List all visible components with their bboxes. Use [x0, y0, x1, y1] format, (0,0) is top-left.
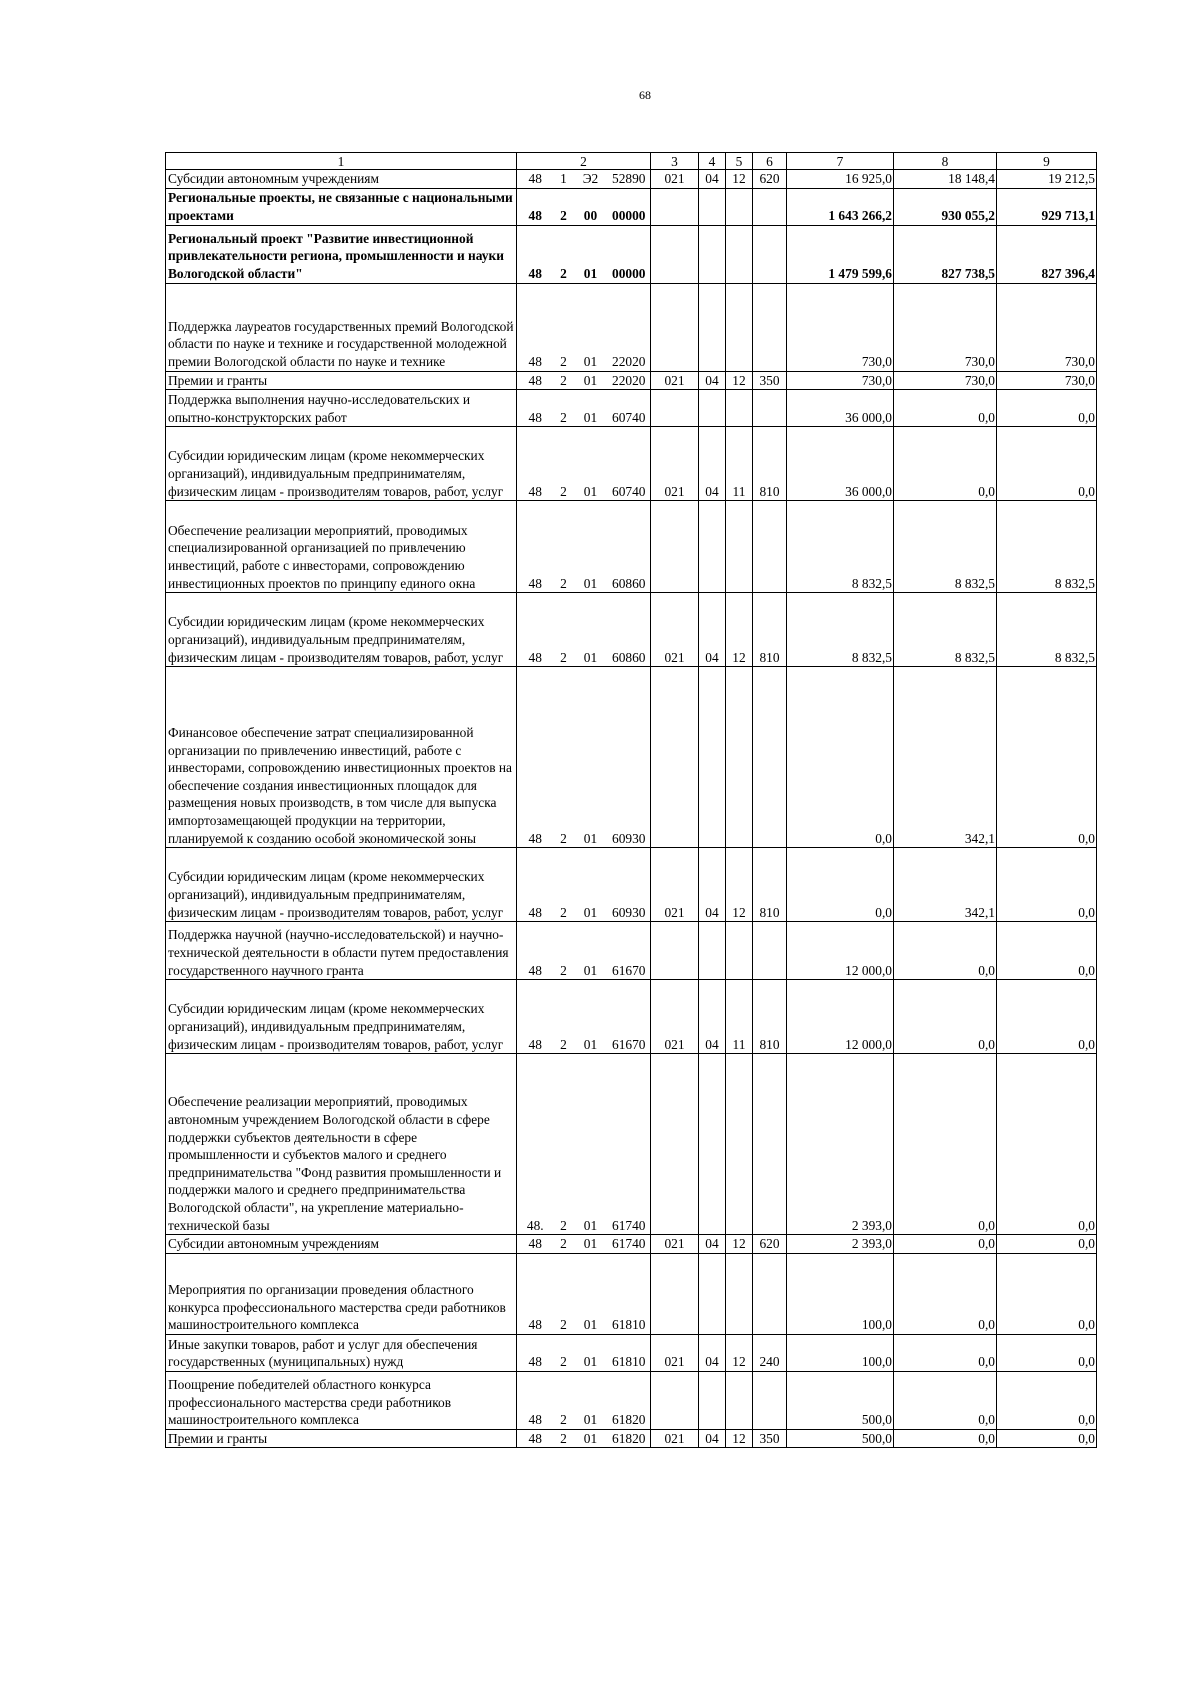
amount-col-7: 2 393,0 [787, 1054, 894, 1235]
admin-code: 48 [517, 225, 554, 283]
admin-code: 48 [517, 371, 554, 390]
expense-type-code: 620 [753, 170, 787, 189]
expense-type-code [753, 667, 787, 848]
header-col-3: 3 [651, 153, 699, 170]
amount-col-8: 8 832,5 [894, 593, 997, 667]
program-code: 1 [554, 170, 574, 189]
subprogram-code: 01 [574, 1054, 608, 1235]
department-code: 021 [651, 593, 699, 667]
subprogram-code: 01 [574, 225, 608, 283]
expense-type-code [753, 1253, 787, 1334]
amount-col-7: 8 832,5 [787, 593, 894, 667]
name-cell: Субсидии юридическим лицам (кроме некоммерческих организаций), индивидуальным предпринимателям, физическим лицам - производителям товаров, работ, услуг [166, 848, 517, 922]
admin-code: 48 [517, 667, 554, 848]
name-cell: Субсидии юридическим лицам (кроме некоммерческих организаций), индивидуальным предпринимателям, физическим лицам - производителям товаров, работ, услуг [166, 427, 517, 501]
expense-type-code: 350 [753, 371, 787, 390]
program-code: 2 [554, 667, 574, 848]
subsection-code: 12 [726, 1334, 753, 1371]
direction-code: 61810 [608, 1253, 651, 1334]
department-code [651, 1371, 699, 1429]
amount-col-9: 19 212,5 [997, 170, 1097, 189]
expense-type-code [753, 225, 787, 283]
amount-col-9: 8 832,5 [997, 501, 1097, 593]
amount-col-7: 1 479 599,6 [787, 225, 894, 283]
amount-col-9: 0,0 [997, 1371, 1097, 1429]
amount-col-7: 100,0 [787, 1253, 894, 1334]
subsection-code [726, 501, 753, 593]
admin-code: 48 [517, 922, 554, 980]
amount-col-8: 827 738,5 [894, 225, 997, 283]
program-code: 2 [554, 225, 574, 283]
subsection-code [726, 1054, 753, 1235]
amount-col-9: 0,0 [997, 390, 1097, 427]
amount-col-8: 0,0 [894, 427, 997, 501]
direction-code: 22020 [608, 371, 651, 390]
expense-type-code: 240 [753, 1334, 787, 1371]
amount-col-7: 100,0 [787, 1334, 894, 1371]
amount-col-7: 16 925,0 [787, 170, 894, 189]
header-col-9: 9 [997, 153, 1097, 170]
header-col-5: 5 [726, 153, 753, 170]
name-cell: Субсидии автономным учреждениям [166, 170, 517, 189]
amount-col-7: 730,0 [787, 283, 894, 371]
expense-type-code [753, 1371, 787, 1429]
amount-col-9: 0,0 [997, 1429, 1097, 1448]
admin-code: 48 [517, 1253, 554, 1334]
name-cell: Премии и гранты [166, 371, 517, 390]
admin-code: 48 [517, 390, 554, 427]
section-code: 04 [699, 170, 726, 189]
amount-col-8: 730,0 [894, 371, 997, 390]
department-code [651, 667, 699, 848]
subprogram-code: 01 [574, 1334, 608, 1371]
amount-col-7: 2 393,0 [787, 1235, 894, 1254]
amount-col-9: 0,0 [997, 427, 1097, 501]
header-col-4: 4 [699, 153, 726, 170]
amount-col-8: 0,0 [894, 1429, 997, 1448]
amount-col-8: 730,0 [894, 283, 997, 371]
amount-col-9: 0,0 [997, 848, 1097, 922]
direction-code: 60860 [608, 501, 651, 593]
amount-col-7: 0,0 [787, 848, 894, 922]
section-code: 04 [699, 1334, 726, 1371]
subprogram-code: 01 [574, 980, 608, 1054]
expense-type-code: 810 [753, 593, 787, 667]
program-code: 2 [554, 427, 574, 501]
program-code: 2 [554, 1054, 574, 1235]
subprogram-code: 01 [574, 922, 608, 980]
subprogram-code: 01 [574, 593, 608, 667]
amount-col-8: 930 055,2 [894, 188, 997, 225]
table-row [166, 980, 1097, 1054]
name-cell: Обеспечение реализации мероприятий, проводимых специализированной организацией по привлечению инвестиций, работе с инвесторами, сопровождению инвестиционных проектов по принципу единого окна [166, 501, 517, 593]
subprogram-code: 01 [574, 1253, 608, 1334]
expense-type-code [753, 1054, 787, 1235]
table-row [166, 283, 1097, 371]
section-code [699, 1054, 726, 1235]
amount-col-7: 36 000,0 [787, 427, 894, 501]
amount-col-8: 18 148,4 [894, 170, 997, 189]
direction-code: 22020 [608, 283, 651, 371]
direction-code: 60930 [608, 667, 651, 848]
department-code: 021 [651, 980, 699, 1054]
section-code [699, 390, 726, 427]
name-cell: Поощрение победителей областного конкурса профессионального мастерства среди работников машиностроительного комплекса [166, 1371, 517, 1429]
department-code: 021 [651, 848, 699, 922]
table-row [166, 371, 1097, 390]
amount-col-8: 0,0 [894, 922, 997, 980]
amount-col-9: 0,0 [997, 922, 1097, 980]
subsection-code [726, 283, 753, 371]
department-code: 021 [651, 1429, 699, 1448]
name-cell: Иные закупки товаров, работ и услуг для обеспечения государственных (муниципальных) нужд [166, 1334, 517, 1371]
subprogram-code: 01 [574, 1429, 608, 1448]
table-body [166, 153, 1097, 1448]
subprogram-code: 01 [574, 390, 608, 427]
amount-col-9: 730,0 [997, 371, 1097, 390]
program-code: 2 [554, 390, 574, 427]
subsection-code [726, 1253, 753, 1334]
amount-col-9: 0,0 [997, 1054, 1097, 1235]
subsection-code: 11 [726, 980, 753, 1054]
name-cell: Поддержка выполнения научно-исследовательских и опытно-конструкторских работ [166, 390, 517, 427]
section-code: 04 [699, 1429, 726, 1448]
table-row [166, 427, 1097, 501]
amount-col-8: 0,0 [894, 1371, 997, 1429]
table-row [166, 170, 1097, 189]
subsection-code [726, 667, 753, 848]
direction-code: 61820 [608, 1371, 651, 1429]
name-cell: Субсидии юридическим лицам (кроме некоммерческих организаций), индивидуальным предпринимателям, физическим лицам - производителям товаров, работ, услуг [166, 593, 517, 667]
expense-type-code [753, 390, 787, 427]
subsection-code: 12 [726, 371, 753, 390]
header-col-7: 7 [787, 153, 894, 170]
amount-col-9: 0,0 [997, 1235, 1097, 1254]
direction-code: 61740 [608, 1235, 651, 1254]
direction-code: 60930 [608, 848, 651, 922]
amount-col-8: 0,0 [894, 1235, 997, 1254]
amount-col-8: 0,0 [894, 1334, 997, 1371]
name-cell: Поддержка научной (научно-исследовательской) и научно-технической деятельности в области путем предоставления государственного научного гранта [166, 922, 517, 980]
department-code: 021 [651, 371, 699, 390]
expense-type-code [753, 501, 787, 593]
amount-col-7: 730,0 [787, 371, 894, 390]
subsection-code [726, 225, 753, 283]
department-code: 021 [651, 1334, 699, 1371]
table-row [166, 501, 1097, 593]
program-code: 2 [554, 188, 574, 225]
subsection-code [726, 1371, 753, 1429]
admin-code: 48 [517, 427, 554, 501]
program-code: 2 [554, 593, 574, 667]
table-row [166, 667, 1097, 848]
amount-col-8: 0,0 [894, 980, 997, 1054]
amount-col-9: 0,0 [997, 1253, 1097, 1334]
program-code: 2 [554, 371, 574, 390]
department-code [651, 283, 699, 371]
amount-col-7: 1 643 266,2 [787, 188, 894, 225]
section-code [699, 188, 726, 225]
department-code: 021 [651, 1235, 699, 1254]
admin-code: 48 [517, 283, 554, 371]
section-code [699, 1253, 726, 1334]
header-col-2: 2 [517, 153, 651, 170]
expense-type-code: 350 [753, 1429, 787, 1448]
program-code: 2 [554, 1429, 574, 1448]
direction-code: 52890 [608, 170, 651, 189]
subsection-code: 12 [726, 1429, 753, 1448]
amount-col-8: 342,1 [894, 848, 997, 922]
direction-code: 61740 [608, 1054, 651, 1235]
program-code: 2 [554, 1371, 574, 1429]
section-code: 04 [699, 427, 726, 501]
subsection-code: 12 [726, 1235, 753, 1254]
subsection-code: 12 [726, 848, 753, 922]
section-code: 04 [699, 371, 726, 390]
subsection-code [726, 188, 753, 225]
table-row [166, 225, 1097, 283]
table-row [166, 1334, 1097, 1371]
subprogram-code: 00 [574, 188, 608, 225]
department-code [651, 1253, 699, 1334]
name-cell: Региональный проект "Развитие инвестиционной привлекательности региона, промышленности и науки Вологодской области" [166, 225, 517, 283]
department-code: 021 [651, 170, 699, 189]
amount-col-9: 827 396,4 [997, 225, 1097, 283]
amount-col-7: 12 000,0 [787, 922, 894, 980]
section-code: 04 [699, 1235, 726, 1254]
subprogram-code: 01 [574, 501, 608, 593]
subprogram-code: 01 [574, 667, 608, 848]
department-code [651, 922, 699, 980]
amount-col-8: 0,0 [894, 390, 997, 427]
department-code [651, 1054, 699, 1235]
admin-code: 48 [517, 593, 554, 667]
amount-col-7: 500,0 [787, 1429, 894, 1448]
name-cell: Региональные проекты, не связанные с национальными проектами [166, 188, 517, 225]
admin-code: 48 [517, 1429, 554, 1448]
program-code: 2 [554, 1235, 574, 1254]
name-cell: Мероприятия по организации проведения областного конкурса профессионального мастерства среди работников машиностроительного комплекса [166, 1253, 517, 1334]
subprogram-code: 01 [574, 371, 608, 390]
subprogram-code: Э2 [574, 170, 608, 189]
expense-type-code: 810 [753, 848, 787, 922]
name-cell: Финансовое обеспечение затрат специализированной организации по привлечению инвестиций, работе с инвесторами, сопровождению инвестиционных проектов на обеспечение создания инвестиционных площадок для размещения новых производств, в том числе для выпуска импортозамещающей продукции на территории, планируемой к созданию особой экономической зоны [166, 667, 517, 848]
name-cell: Премии и гранты [166, 1429, 517, 1448]
section-code [699, 667, 726, 848]
program-code: 2 [554, 848, 574, 922]
name-cell: Субсидии автономным учреждениям [166, 1235, 517, 1254]
amount-col-9: 929 713,1 [997, 188, 1097, 225]
table-row [166, 1235, 1097, 1254]
amount-col-9: 8 832,5 [997, 593, 1097, 667]
expense-type-code: 620 [753, 1235, 787, 1254]
subprogram-code: 01 [574, 848, 608, 922]
direction-code: 60860 [608, 593, 651, 667]
admin-code: 48 [517, 1235, 554, 1254]
table-row [166, 593, 1097, 667]
subprogram-code: 01 [574, 1235, 608, 1254]
amount-col-8: 8 832,5 [894, 501, 997, 593]
subsection-code [726, 922, 753, 980]
subsection-code [726, 390, 753, 427]
amount-col-7: 12 000,0 [787, 980, 894, 1054]
section-code [699, 501, 726, 593]
table-row [166, 1054, 1097, 1235]
table-row [166, 1253, 1097, 1334]
budget-table [165, 152, 1097, 1448]
table-row [166, 1371, 1097, 1429]
column-number-header [166, 153, 1097, 170]
admin-code: 48 [517, 170, 554, 189]
section-code [699, 225, 726, 283]
department-code [651, 390, 699, 427]
name-cell: Субсидии юридическим лицам (кроме некоммерческих организаций), индивидуальным предпринимателям, физическим лицам - производителям товаров, работ, услуг [166, 980, 517, 1054]
direction-code: 61670 [608, 980, 651, 1054]
program-code: 2 [554, 1334, 574, 1371]
section-code [699, 283, 726, 371]
program-code: 2 [554, 283, 574, 371]
expense-type-code: 810 [753, 427, 787, 501]
department-code [651, 501, 699, 593]
amount-col-7: 36 000,0 [787, 390, 894, 427]
amount-col-9: 0,0 [997, 980, 1097, 1054]
name-cell: Обеспечение реализации мероприятий, проводимых автономным учреждением Вологодской области в сфере поддержки субъектов деятельности в сфере промышленности и субъектов малого и среднего предпринимательства "Фонд развития промышленности и поддержки малого и среднего предпринимательства Вологодской области", на укрепление материально-технической базы [166, 1054, 517, 1235]
table-row [166, 848, 1097, 922]
section-code: 04 [699, 848, 726, 922]
program-code: 2 [554, 501, 574, 593]
table-row [166, 1429, 1097, 1448]
amount-col-9: 730,0 [997, 283, 1097, 371]
amount-col-8: 0,0 [894, 1253, 997, 1334]
department-code: 021 [651, 427, 699, 501]
direction-code: 61670 [608, 922, 651, 980]
expense-type-code [753, 283, 787, 371]
program-code: 2 [554, 922, 574, 980]
amount-col-7: 0,0 [787, 667, 894, 848]
direction-code: 00000 [608, 188, 651, 225]
amount-col-9: 0,0 [997, 667, 1097, 848]
name-cell: Поддержка лауреатов государственных премий Вологодской области по науке и технике и государственной молодежной премии Вологодской области по науке и технике [166, 283, 517, 371]
expense-type-code: 810 [753, 980, 787, 1054]
section-code [699, 1371, 726, 1429]
section-code [699, 922, 726, 980]
expense-type-code [753, 922, 787, 980]
admin-code: 48 [517, 501, 554, 593]
expense-type-code [753, 188, 787, 225]
section-code: 04 [699, 593, 726, 667]
admin-code: 48 [517, 848, 554, 922]
admin-code: 48 [517, 980, 554, 1054]
direction-code: 60740 [608, 427, 651, 501]
direction-code: 00000 [608, 225, 651, 283]
amount-col-8: 0,0 [894, 1054, 997, 1235]
table-row [166, 922, 1097, 980]
header-col-1: 1 [166, 153, 517, 170]
subprogram-code: 01 [574, 283, 608, 371]
amount-col-9: 0,0 [997, 1334, 1097, 1371]
admin-code: 48. [517, 1054, 554, 1235]
amount-col-7: 500,0 [787, 1371, 894, 1429]
section-code: 04 [699, 980, 726, 1054]
amount-col-7: 8 832,5 [787, 501, 894, 593]
subsection-code: 12 [726, 170, 753, 189]
subsection-code: 12 [726, 593, 753, 667]
direction-code: 61820 [608, 1429, 651, 1448]
amount-col-8: 342,1 [894, 667, 997, 848]
header-col-6: 6 [753, 153, 787, 170]
table-row [166, 188, 1097, 225]
direction-code: 61810 [608, 1334, 651, 1371]
page-number: 68 [639, 88, 651, 102]
subsection-code: 11 [726, 427, 753, 501]
table-row [166, 390, 1097, 427]
subprogram-code: 01 [574, 1371, 608, 1429]
program-code: 2 [554, 980, 574, 1054]
header-col-8: 8 [894, 153, 997, 170]
program-code: 2 [554, 1253, 574, 1334]
admin-code: 48 [517, 188, 554, 225]
direction-code: 60740 [608, 390, 651, 427]
department-code [651, 225, 699, 283]
subprogram-code: 01 [574, 427, 608, 501]
admin-code: 48 [517, 1371, 554, 1429]
admin-code: 48 [517, 1334, 554, 1371]
department-code [651, 188, 699, 225]
